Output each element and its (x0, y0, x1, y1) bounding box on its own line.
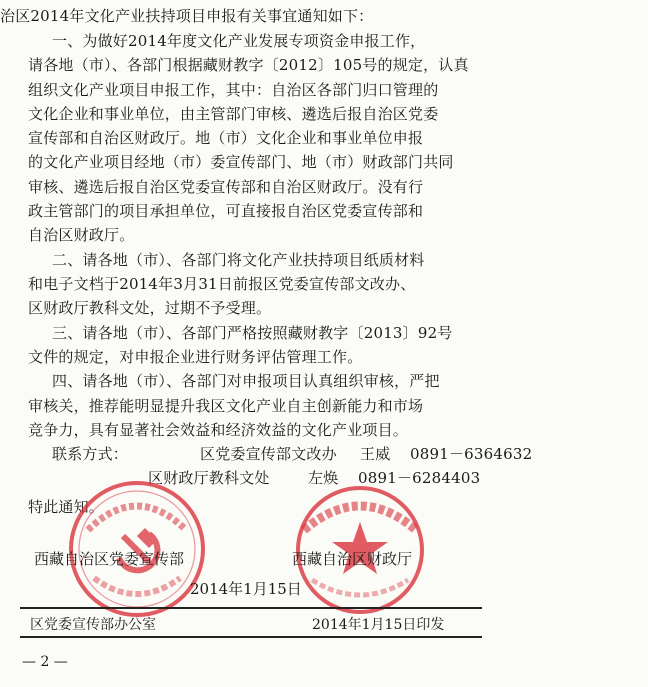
body-line-18: 竞争力，具有显著社会效益和经济效益的文化产业项目。 (28, 421, 409, 439)
body-line-11: 二、请各地（市）、各部门将文化产业扶持项目纸质材料 (52, 251, 425, 269)
contact-label: 联系方式： (52, 445, 129, 463)
body-line-1: 治区2014年文化产业扶持项目申报有关事宜通知如下： (0, 7, 374, 25)
body-line-9: 政主管部门的项目承担单位，可直接报自治区党委宣传部和 (28, 202, 424, 220)
body-line-15: 文件的规定，对申报企业进行财务评估管理工作。 (28, 348, 363, 366)
body-line-14: 三、请各地（市）、各部门严格按照藏财教字〔2013〕92号 (52, 324, 453, 342)
body-line-2: 一、为做好2014年度文化产业发展专项资金申报工作， (52, 32, 426, 50)
contact-name-2: 左焕 (308, 469, 339, 487)
contact-name-1: 王威 (360, 445, 391, 463)
signature-date: 2014年1月15日 (190, 580, 302, 598)
page-number: — 2 — (22, 654, 68, 670)
body-line-8: 审核、遴选后报自治区党委宣传部和自治区财政厅。没有行 (28, 178, 424, 196)
contact-dept-2: 区财政厅教科文处 (148, 469, 270, 487)
footer-issuer: 区党委宣传部办公室 (30, 617, 156, 633)
body-line-16: 四、请各地（市）、各部门对申报项目认真组织审核，严把 (52, 372, 440, 390)
footer-top-rule (20, 607, 482, 609)
body-line-17: 审核关，推荐能明显提升我区文化产业自主创新能力和市场 (28, 397, 424, 415)
body-line-3: 请各地（市）、各部门根据藏财教字〔2012〕105号的规定，认真 (28, 56, 469, 74)
body-line-12: 和电子文档于2014年3月31日前报区党委宣传部文改办、 (28, 275, 416, 293)
closing-text: 特此通知。 (28, 498, 105, 516)
signature-finance-bureau: 西藏自治区财政厅 (292, 550, 413, 568)
footer-issue-date: 2014年1月15日印发 (312, 617, 445, 633)
contact-dept-1: 区党委宣传部文改办 (200, 445, 337, 463)
body-line-6: 宣传部和自治区财政厅。地（市）文化企业和事业单位申报 (28, 129, 424, 147)
signature-publicity-department: 西藏自治区党委宣传部 (34, 550, 185, 568)
contact-phone-2: 0891－6284403 (358, 469, 481, 487)
body-line-13: 区财政厅教科文处，过期不予受理。 (28, 299, 272, 317)
footer-bottom-rule (20, 636, 482, 638)
contact-phone-1: 0891－6364632 (410, 445, 533, 463)
body-line-10: 自治区财政厅。 (28, 226, 135, 244)
body-line-7: 的文化产业项目经地（市）委宣传部门、地（市）财政部门共同 (28, 153, 454, 171)
body-line-4: 组织文化产业项目申报工作，其中：自治区各部门归口管理的 (28, 81, 439, 99)
contact-row-1 (0, 444, 552, 464)
body-line-5: 文化企业和事业单位，由主管部门审核、遴选后报自治区党委 (28, 105, 439, 123)
